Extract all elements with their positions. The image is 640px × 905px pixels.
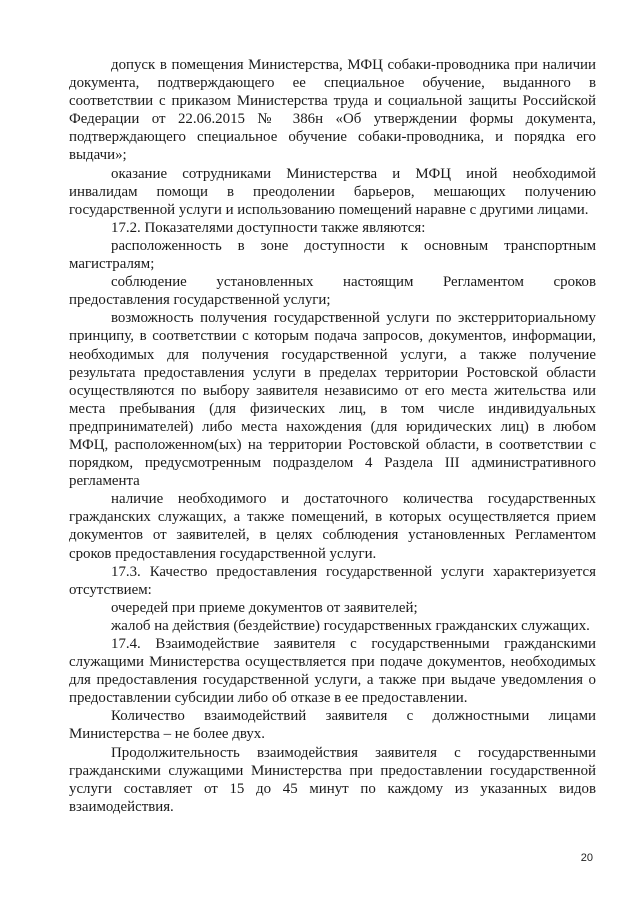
document-body bbox=[69, 56, 596, 816]
paragraph-no-complaints: жалоб на действия (бездействие) государственных гражданских служащих. bbox=[111, 617, 590, 634]
paragraph-17-4-interaction: 17.4. Взаимодействие заявителя с государственными гражданскими служащими Министерства осуществляется при подаче документов, необходимых для предоставления государственной услуги, а также при выдаче уведомления о предоставлении субсидии либо об отказе в ее предоставлении. bbox=[69, 636, 596, 707]
paragraph-guide-dog-access: допуск в помещения Министерства, МФЦ собаки-проводника при наличии документа, подтверждающего ее специальное обучение, выданного в соответствии с приказом Министерства труда и социальной защиты Российской Федерации от 22.06.2015 № 386н «Об утверждении формы документа, подтверждающего специальное обучение собаки-проводника, и порядка его выдачи»; bbox=[69, 57, 596, 164]
paragraph-deadline-compliance: соблюдение установленных настоящим Регламентом сроков предоставления государственной услуги; bbox=[69, 274, 596, 309]
paragraph-interaction-count: Количество взаимодействий заявителя с должностными лицами Министерства – не более двух. bbox=[69, 708, 596, 743]
paragraph-staff-assistance: оказание сотрудниками Министерства и МФЦ иной необходимой инвалидам помощи в преодолении барьеров, мешающих получению государственной услуги и использованию помещений наравне с другими лицами. bbox=[69, 165, 596, 218]
paragraph-transport-accessibility: расположенность в зоне доступности к основным транспортным магистралям; bbox=[69, 237, 596, 273]
page-number: 20 bbox=[580, 852, 593, 864]
paragraph-sufficient-staff: наличие необходимого и достаточного количества государственных гражданских служащих, а также помещений, в которых осуществляется прием документов от заявителей, в целях соблюдения установленных Регламентом сроков предоставления государственной услуги. bbox=[69, 491, 596, 562]
paragraph-no-queues: очередей при приеме документов от заявителей; bbox=[111, 599, 418, 616]
paragraph-interaction-duration: Продолжительность взаимодействия заявителя с государственными гражданскими служащими Министерства при предоставлении государственной услуги составляет от 15 до 45 минут по каждому из указанных видов взаимодействия. bbox=[69, 744, 596, 815]
paragraph-17-2-heading: 17.2. Показателями доступности также являются: bbox=[111, 219, 426, 236]
paragraph-extraterritorial-principle: возможность получения государственной услуги по экстерриториальному принципу, в соответствии с которым подача запросов, документов, информации, необходимых для получения государственной услуги, а также получение результата предоставления услуги в пределах территории Ростовской области осуществляются по выбору заявителя независимо от его места жительства или места пребывания (для физических лиц, в том числе индивидуальных предпринимателей) либо места нахождения (для юридических лиц) в любом МФЦ, расположенном(ых) на территории Ростовской области, в соответствии с порядком, предусмотренным подразделом 4 Раздела III административного регламента bbox=[69, 310, 596, 490]
paragraph-17-3-quality: 17.3. Качество предоставления государственной услуги характеризуется отсутствием: bbox=[69, 563, 596, 598]
